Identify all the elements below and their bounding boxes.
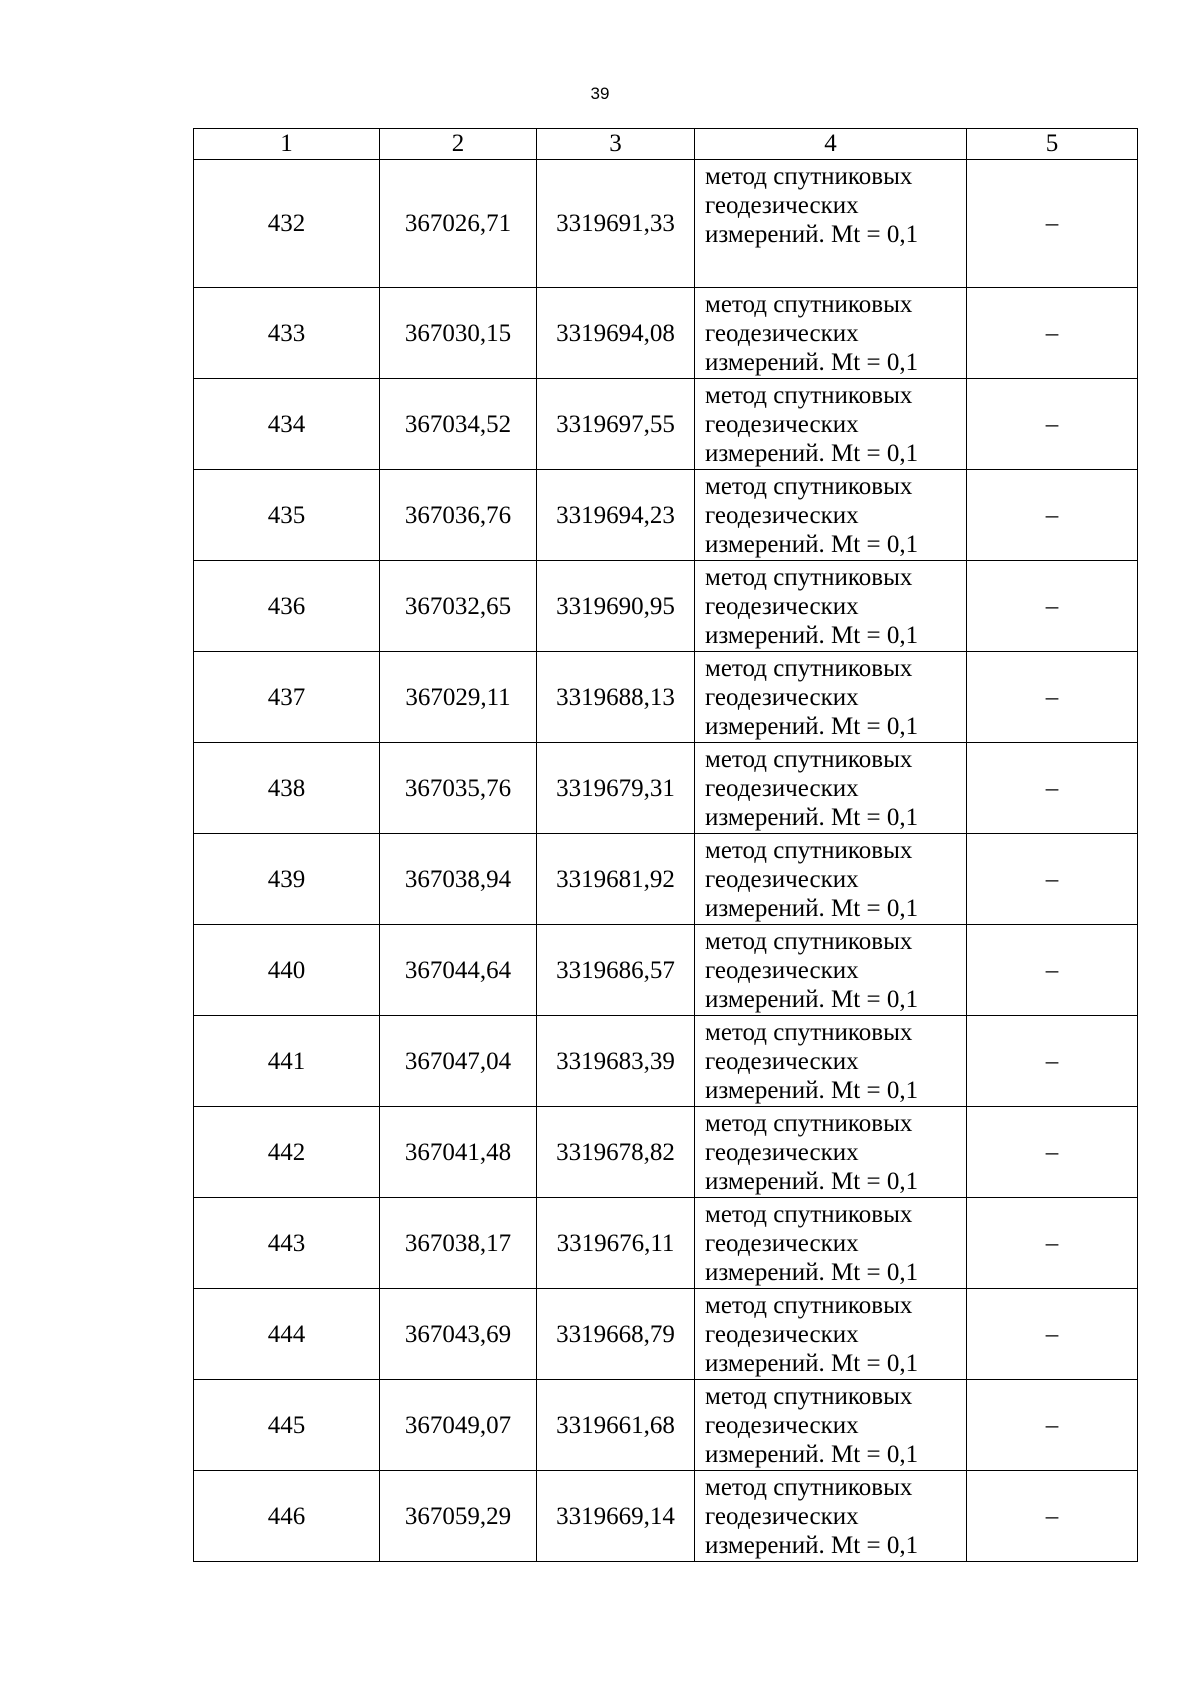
coordinate-y-cell: 3319691,33 [537,160,695,288]
table-row [194,1471,1138,1562]
coordinate-y-cell: 3319686,57 [537,925,695,1016]
table-row [194,160,1138,288]
table-row [194,1107,1138,1198]
coordinate-x-cell: 367032,65 [380,561,537,652]
coordinate-x-cell: 367047,04 [380,1016,537,1107]
method-cell: метод спутниковых геодезических измерений. Mt = 0,1 [695,1198,967,1289]
note-cell: – [967,834,1138,925]
coordinate-y-cell: 3319679,31 [537,743,695,834]
table-row [194,652,1138,743]
coordinate-y-cell: 3319690,95 [537,561,695,652]
method-cell: метод спутниковых геодезических измерений. Mt = 0,1 [695,160,967,288]
coordinate-x-cell: 367038,94 [380,834,537,925]
note-cell: – [967,1471,1138,1562]
point-number-cell: 446 [194,1471,380,1562]
table-row [194,379,1138,470]
point-number-cell: 436 [194,561,380,652]
table-row [194,288,1138,379]
method-cell: метод спутниковых геодезических измерений. Mt = 0,1 [695,834,967,925]
method-cell: метод спутниковых геодезических измерений. Mt = 0,1 [695,1107,967,1198]
point-number-cell: 442 [194,1107,380,1198]
page-number: 39 [590,84,610,103]
point-number-cell: 435 [194,470,380,561]
point-number-cell: 433 [194,288,380,379]
note-cell: – [967,288,1138,379]
note-cell: – [967,652,1138,743]
coordinate-y-cell: 3319683,39 [537,1016,695,1107]
coordinate-x-cell: 367044,64 [380,925,537,1016]
note-cell: – [967,470,1138,561]
note-cell: – [967,1107,1138,1198]
coordinate-y-cell: 3319697,55 [537,379,695,470]
point-number-cell: 441 [194,1016,380,1107]
coordinate-x-cell: 367030,15 [380,288,537,379]
note-cell: – [967,1289,1138,1380]
coordinate-y-cell: 3319694,23 [537,470,695,561]
table-header-row [194,129,1138,160]
note-cell: – [967,1380,1138,1471]
coordinate-x-cell: 367026,71 [380,160,537,288]
method-cell: метод спутниковых геодезических измерений. Mt = 0,1 [695,743,967,834]
method-cell: метод спутниковых геодезических измерений. Mt = 0,1 [695,1289,967,1380]
column-header: 5 [967,129,1138,160]
table-row [194,561,1138,652]
method-cell: метод спутниковых геодезических измерений. Mt = 0,1 [695,1471,967,1562]
point-number-cell: 432 [194,160,380,288]
coordinate-y-cell: 3319681,92 [537,834,695,925]
table-row [194,1198,1138,1289]
coordinate-x-cell: 367035,76 [380,743,537,834]
point-number-cell: 437 [194,652,380,743]
note-cell: – [967,925,1138,1016]
column-header: 4 [695,129,967,160]
table-row [194,1380,1138,1471]
point-number-cell: 434 [194,379,380,470]
method-cell: метод спутниковых геодезических измерений. Mt = 0,1 [695,1016,967,1107]
coordinate-y-cell: 3319678,82 [537,1107,695,1198]
column-header: 2 [380,129,537,160]
method-cell: метод спутниковых геодезических измерений. Mt = 0,1 [695,470,967,561]
method-cell: метод спутниковых геодезических измерений. Mt = 0,1 [695,1380,967,1471]
method-cell: метод спутниковых геодезических измерений. Mt = 0,1 [695,288,967,379]
note-cell: – [967,561,1138,652]
table-row [194,1289,1138,1380]
coordinate-x-cell: 367041,48 [380,1107,537,1198]
note-cell: – [967,743,1138,834]
note-cell: – [967,160,1138,288]
coordinate-x-cell: 367043,69 [380,1289,537,1380]
method-cell: метод спутниковых геодезических измерений. Mt = 0,1 [695,379,967,470]
point-number-cell: 443 [194,1198,380,1289]
coordinate-x-cell: 367029,11 [380,652,537,743]
table-row [194,834,1138,925]
coordinate-x-cell: 367038,17 [380,1198,537,1289]
point-number-cell: 438 [194,743,380,834]
column-header: 3 [537,129,695,160]
coordinate-x-cell: 367036,76 [380,470,537,561]
method-cell: метод спутниковых геодезических измерений. Mt = 0,1 [695,561,967,652]
table-row [194,1016,1138,1107]
table-body [194,160,1138,1562]
column-header: 1 [194,129,380,160]
point-number-cell: 439 [194,834,380,925]
coordinate-y-cell: 3319668,79 [537,1289,695,1380]
note-cell: – [967,379,1138,470]
note-cell: – [967,1016,1138,1107]
coordinate-x-cell: 367049,07 [380,1380,537,1471]
coordinate-x-cell: 367034,52 [380,379,537,470]
coordinate-y-cell: 3319669,14 [537,1471,695,1562]
coordinate-x-cell: 367059,29 [380,1471,537,1562]
coordinate-y-cell: 3319688,13 [537,652,695,743]
point-number-cell: 444 [194,1289,380,1380]
coordinates-table [193,128,1138,1562]
table-row [194,470,1138,561]
coordinate-y-cell: 3319661,68 [537,1380,695,1471]
coordinate-y-cell: 3319694,08 [537,288,695,379]
method-cell: метод спутниковых геодезических измерений. Mt = 0,1 [695,925,967,1016]
point-number-cell: 440 [194,925,380,1016]
note-cell: – [967,1198,1138,1289]
coordinate-y-cell: 3319676,11 [537,1198,695,1289]
point-number-cell: 445 [194,1380,380,1471]
method-cell: метод спутниковых геодезических измерений. Mt = 0,1 [695,652,967,743]
table-row [194,925,1138,1016]
table-row [194,743,1138,834]
